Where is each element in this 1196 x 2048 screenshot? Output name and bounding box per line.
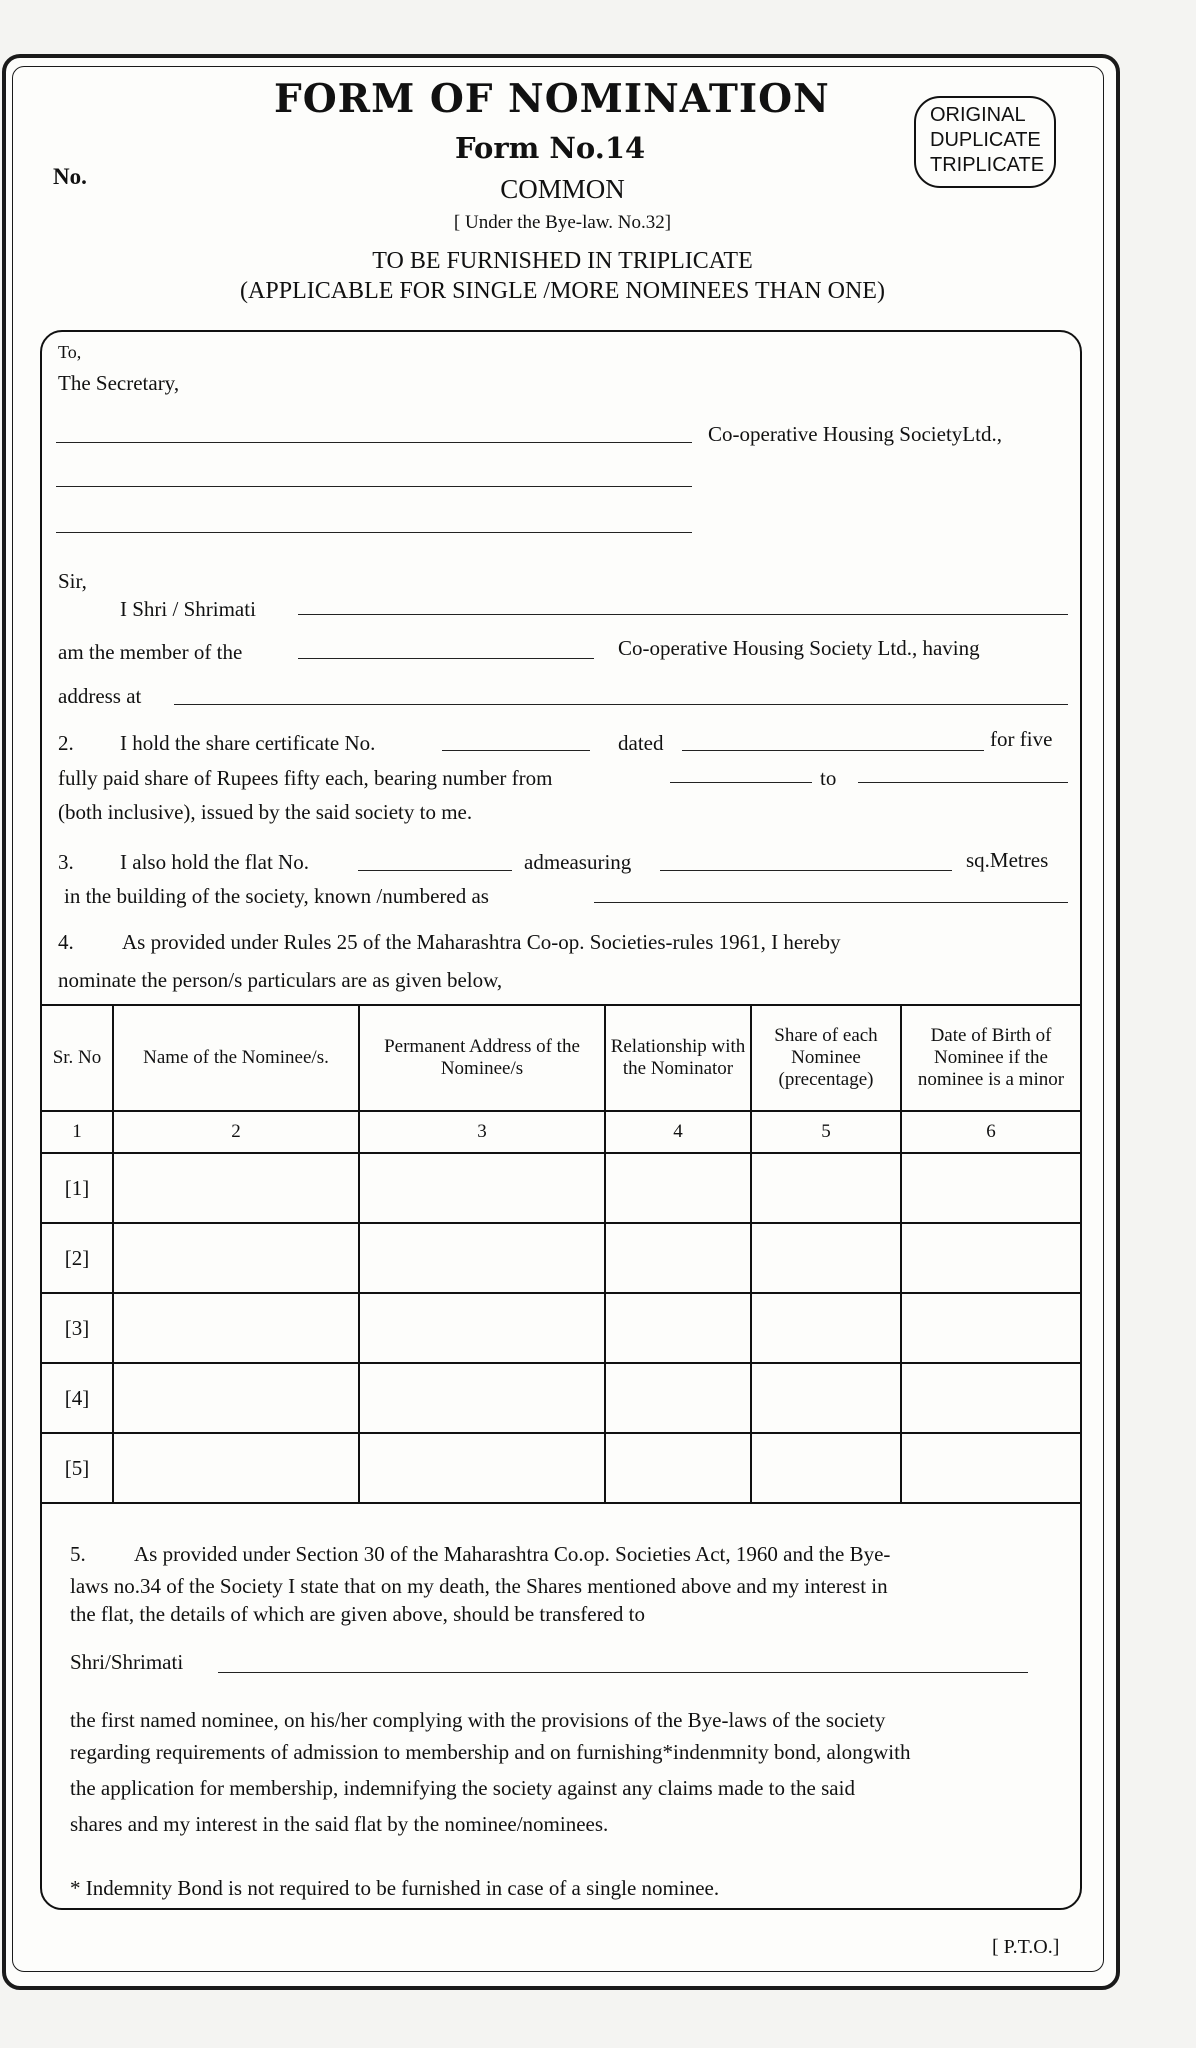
nominee-share-cell[interactable]	[751, 1293, 901, 1363]
nominee-share-cell[interactable]	[751, 1223, 901, 1293]
for-five-label: for five	[990, 727, 1053, 751]
nominee-name-cell[interactable]	[113, 1153, 359, 1223]
column-number-row	[41, 1111, 1081, 1153]
nominee-dob-cell[interactable]	[901, 1293, 1081, 1363]
society-suffix: Co-operative Housing SocietyLtd.,	[708, 422, 1002, 446]
dated-label: dated	[618, 731, 664, 755]
header-share: Share of each Nominee (precentage)	[751, 1005, 901, 1111]
society-name-line-1[interactable]	[56, 442, 692, 443]
transferee-label: Shri/Shrimati	[70, 1650, 184, 1674]
nominee-address-cell[interactable]	[359, 1363, 605, 1433]
para5-number: 5.	[70, 1542, 86, 1566]
bye-law-note: [ Under the Bye-law. No.32]	[453, 212, 672, 233]
row-serial: [3]	[41, 1293, 113, 1363]
form-title: FORM OF NOMINATION	[274, 76, 830, 122]
para4-line2: nominate the person/s particulars are as given below,	[58, 968, 503, 992]
applicable-note: (APPLICABLE FOR SINGLE /MORE NOMINEES THAN ONE)	[240, 278, 885, 304]
nominee-address-cell[interactable]	[359, 1433, 605, 1503]
nominee-relationship-cell[interactable]	[605, 1153, 751, 1223]
row-serial: [4]	[41, 1363, 113, 1433]
nominee-table	[40, 1004, 1082, 1504]
stamp-original: ORIGINAL	[930, 104, 1026, 126]
triplicate-instruction: TO BE FURNISHED IN TRIPLICATE	[372, 248, 753, 274]
table-row	[41, 1363, 1081, 1433]
table-row	[41, 1223, 1081, 1293]
header-address: Permanent Address of the Nominee/s	[359, 1005, 605, 1111]
nominee-share-cell[interactable]	[751, 1363, 901, 1433]
table-row	[41, 1293, 1081, 1363]
to-label: To,	[58, 342, 82, 362]
nominee-relationship-cell[interactable]	[605, 1223, 751, 1293]
column-number: 1	[41, 1111, 113, 1153]
share-certificate-label: I hold the share certificate No.	[120, 731, 376, 755]
para5-line2: laws no.34 of the Society I state that on my death, the Shares mentioned above and my interest in	[70, 1574, 888, 1598]
para4-line1: As provided under Rules 25 of the Maharashtra Co-op. Societies-rules 1961, I hereby	[122, 930, 841, 954]
para4-number: 4.	[58, 930, 74, 954]
nominee-relationship-cell[interactable]	[605, 1433, 751, 1503]
stamp-triplicate: TRIPLICATE	[930, 154, 1045, 176]
indemnity-note: * Indemnity Bond is not required to be furnished in case of a single nominee.	[70, 1876, 720, 1900]
row-serial: [2]	[41, 1223, 113, 1293]
nominee-name-cell[interactable]	[113, 1223, 359, 1293]
member-of-label: am the member of the	[58, 640, 243, 664]
share-range-label: fully paid share of Rupees fifty each, bearing number from	[58, 766, 553, 790]
pto-label: [ P.T.O.]	[992, 1936, 1060, 1958]
header-relationship: Relationship with the Nominator	[605, 1005, 751, 1111]
header-date-of-birth: Date of Birth of Nominee if the nominee is a minor	[901, 1005, 1081, 1111]
common-heading: COMMON	[500, 174, 625, 204]
transferee-name-line[interactable]	[218, 1672, 1028, 1673]
sq-metres-label: sq.Metres	[966, 848, 1049, 872]
nominee-share-cell[interactable]	[751, 1433, 901, 1503]
member-society-line[interactable]	[298, 658, 594, 659]
form-number: Form No.14	[455, 131, 646, 165]
table-row	[41, 1433, 1081, 1503]
share-to-label: to	[820, 766, 837, 790]
para5-body1: the first named nominee, on his/her complying with the provisions of the Bye-laws of the society	[70, 1708, 886, 1732]
address-line[interactable]	[174, 704, 1068, 705]
admeasuring-label: admeasuring	[524, 850, 632, 874]
table-row	[41, 1153, 1081, 1223]
row-serial: [1]	[41, 1153, 113, 1223]
header-nominee-name: Name of the Nominee/s.	[113, 1005, 359, 1111]
address-label: address at	[58, 684, 142, 708]
society-name-line-2[interactable]	[56, 486, 692, 487]
para5-body3: the application for membership, indemnifying the society against any claims made to the said	[70, 1776, 855, 1800]
nominee-dob-cell[interactable]	[901, 1433, 1081, 1503]
society-name-line-3[interactable]	[56, 532, 692, 533]
para5-line3: the flat, the details of which are given above, should be transfered to	[70, 1602, 645, 1626]
para5-body4: shares and my interest in the said flat by the nominee/nominees.	[70, 1812, 609, 1836]
flat-number-label: I also hold the flat No.	[120, 850, 309, 874]
certificate-number-line[interactable]	[442, 750, 590, 751]
building-label: in the building of the society, known /numbered as	[64, 884, 489, 908]
column-number: 2	[113, 1111, 359, 1153]
para3-number: 3.	[58, 850, 74, 874]
table-header-row	[41, 1005, 1081, 1111]
certificate-date-line[interactable]	[682, 750, 984, 751]
column-number: 6	[901, 1111, 1081, 1153]
nominee-dob-cell[interactable]	[901, 1223, 1081, 1293]
column-number: 4	[605, 1111, 751, 1153]
para2-number: 2.	[58, 731, 74, 755]
building-name-line[interactable]	[594, 902, 1068, 903]
salutation: Sir,	[58, 569, 87, 593]
column-number: 5	[751, 1111, 901, 1153]
area-line[interactable]	[660, 870, 952, 871]
nominee-relationship-cell[interactable]	[605, 1293, 751, 1363]
nominee-name-cell[interactable]	[113, 1363, 359, 1433]
nominee-name-cell[interactable]	[113, 1433, 359, 1503]
secretary-label: The Secretary,	[58, 371, 180, 395]
nominee-address-cell[interactable]	[359, 1223, 605, 1293]
share-from-line[interactable]	[670, 782, 812, 783]
flat-number-line[interactable]	[358, 870, 512, 871]
para5-line1: As provided under Section 30 of the Maharashtra Co.op. Societies Act, 1960 and the Bye-	[134, 1542, 891, 1566]
member-name-label: I Shri / Shrimati	[120, 597, 256, 621]
member-name-line[interactable]	[298, 614, 1068, 615]
column-number: 3	[359, 1111, 605, 1153]
header-sr-no: Sr. No	[41, 1005, 113, 1111]
nominee-name-cell[interactable]	[113, 1293, 359, 1363]
share-to-line[interactable]	[858, 782, 1068, 783]
nominee-relationship-cell[interactable]	[605, 1363, 751, 1433]
nominee-dob-cell[interactable]	[901, 1153, 1081, 1223]
both-inclusive-text: (both inclusive), issued by the said society to me.	[58, 800, 473, 824]
nominee-dob-cell[interactable]	[901, 1363, 1081, 1433]
nominee-share-cell[interactable]	[751, 1153, 901, 1223]
para5-body2: regarding requirements of admission to membership and on furnishing*indenmnity bond, alongwith	[70, 1740, 911, 1764]
nominee-address-cell[interactable]	[359, 1293, 605, 1363]
nominee-address-cell[interactable]	[359, 1153, 605, 1223]
member-society-suffix: Co-operative Housing Society Ltd., having	[618, 636, 980, 660]
row-serial: [5]	[41, 1433, 113, 1503]
stamp-duplicate: DUPLICATE	[930, 129, 1041, 151]
no-label: No.	[53, 164, 87, 189]
